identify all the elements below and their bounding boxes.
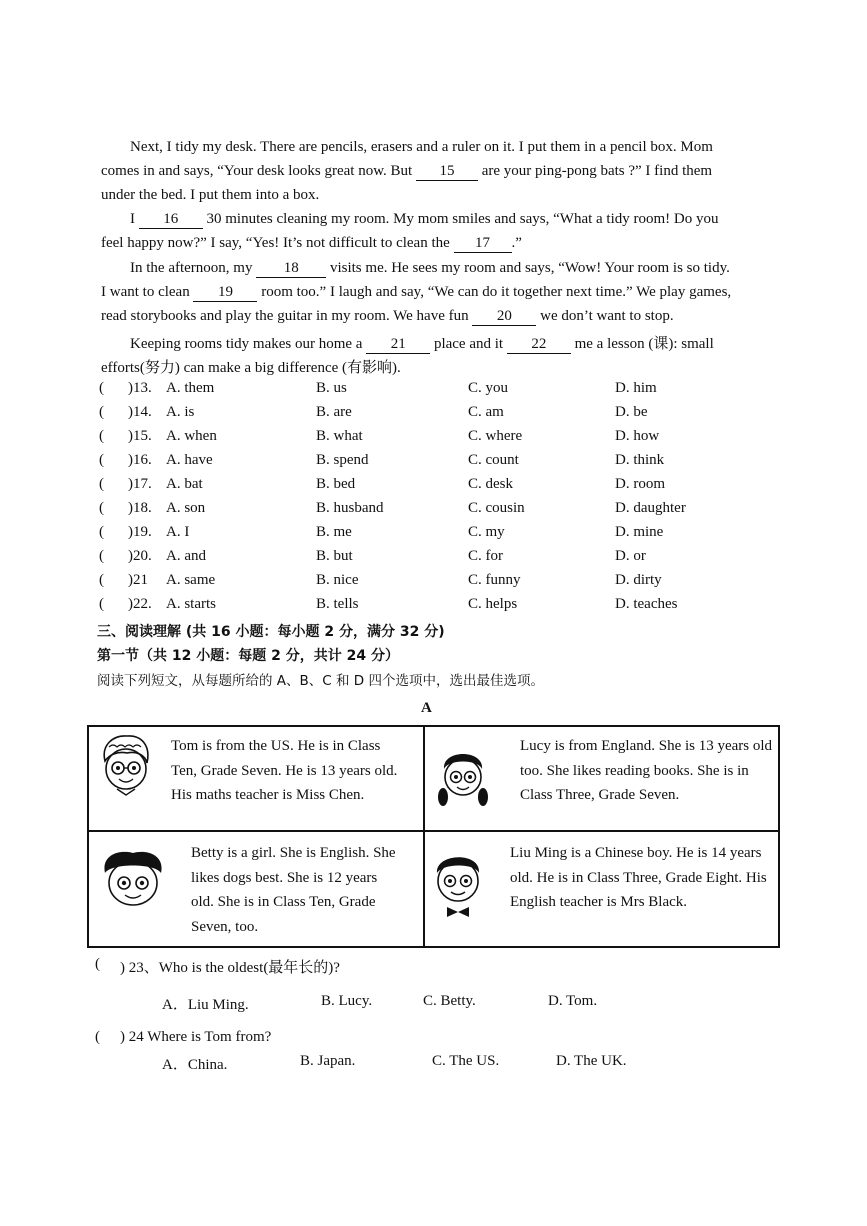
question-number: )16.	[128, 452, 152, 468]
answer-paren[interactable]: (	[99, 548, 104, 564]
profile-line: English teacher is Mrs Black.	[510, 894, 688, 910]
question-number: )20.	[128, 548, 152, 564]
option-c[interactable]: C. am	[468, 404, 504, 420]
option-d[interactable]: D. or	[615, 548, 646, 564]
option-b[interactable]: B. spend	[316, 452, 369, 468]
blank-15[interactable]: 15	[416, 164, 478, 181]
passage-text: place and it	[433, 336, 504, 352]
girl-bun-hair-icon	[99, 847, 167, 915]
option-b[interactable]: B. but	[316, 548, 353, 564]
profile-lucy	[520, 734, 772, 808]
passage-text: me a lesson (课): small	[574, 336, 714, 352]
option-a[interactable]: A. I	[166, 524, 190, 540]
option-d[interactable]: D. him	[615, 380, 657, 396]
profile-line: Tom is from the US. He is in Class	[171, 738, 381, 754]
passage-line: under the bed. I put them into a box.	[101, 187, 320, 203]
question-number: )14.	[128, 404, 152, 420]
passage-line	[101, 308, 674, 326]
answer-paren[interactable]: (	[99, 500, 104, 516]
answer-paren[interactable]: (	[99, 596, 104, 612]
passage-text: comes in and says, “Your desk looks great now. But	[101, 163, 413, 179]
option-c[interactable]: C. desk	[468, 476, 513, 492]
boy-bowtie-icon	[429, 845, 487, 921]
answer-paren[interactable]: (	[99, 524, 104, 540]
passage-line	[101, 235, 522, 253]
profile-line: His maths teacher is Miss Chen.	[171, 787, 365, 803]
question-number: )19.	[128, 524, 152, 540]
option-c[interactable]: C. my	[468, 524, 505, 540]
option-a[interactable]: A. son	[166, 500, 206, 516]
option-d[interactable]: D. room	[615, 476, 665, 492]
profile-line: Liu Ming is a Chinese boy. He is 14 years	[510, 845, 762, 861]
profile-tom	[171, 734, 397, 808]
boy-curly-hair-icon	[97, 733, 155, 803]
profile-liu-ming	[510, 841, 767, 915]
option-b[interactable]: B. Lucy.	[321, 993, 373, 1009]
passage-text: I	[130, 211, 135, 227]
option-d[interactable]: D. daughter	[615, 500, 686, 516]
option-c[interactable]: C. The US.	[432, 1053, 500, 1069]
passage-text: visits me. He sees my room and says, “Wow! Your room is so tidy.	[329, 260, 730, 276]
option-c[interactable]: C. Betty.	[423, 993, 476, 1009]
profile-line: Lucy is from England. She is 13 years old	[520, 738, 773, 754]
blank-21[interactable]: 21	[366, 337, 430, 354]
blank-22[interactable]: 22	[507, 337, 571, 354]
option-b[interactable]: B. nice	[316, 572, 359, 588]
answer-paren[interactable]: (	[99, 452, 104, 468]
option-a[interactable]: A. and	[166, 548, 206, 564]
question-text: ) 23、Who is the oldest(最年长的)?	[120, 960, 340, 976]
answer-paren[interactable]: (	[95, 1029, 100, 1045]
option-b[interactable]: B. are	[316, 404, 352, 420]
question-number: )22.	[128, 596, 152, 612]
answer-paren[interactable]: (	[99, 380, 104, 396]
passage-line	[130, 260, 730, 278]
profile-line: Class Three, Grade Seven.	[520, 787, 680, 803]
section-heading: 三、阅读理解 (共 16 小题：每小题 2 分，满分 32 分)	[97, 624, 445, 640]
option-a[interactable]: A．Liu Ming.	[162, 997, 249, 1013]
option-d[interactable]: D. think	[615, 452, 665, 468]
instructions: 阅读下列短文，从每题所给的 A、B、C 和 D 四个选项中，选出最佳选项。	[97, 673, 544, 689]
option-c[interactable]: C. for	[468, 548, 503, 564]
profile-betty	[191, 841, 396, 939]
question-number: )13.	[128, 380, 152, 396]
subsection-heading: 第一节（共 12 小题：每题 2 分，共计 24 分）	[97, 648, 399, 664]
question-number: )18.	[128, 500, 152, 516]
option-b[interactable]: B. me	[316, 524, 352, 540]
option-a[interactable]: A. bat	[166, 476, 203, 492]
passage-text: .”	[511, 235, 522, 251]
profile-line: Ten, Grade Seven. He is 13 years old.	[171, 762, 398, 779]
option-a[interactable]: A. starts	[166, 596, 216, 612]
passage-text: we don’t want to stop.	[540, 308, 674, 324]
blank-19[interactable]: 19	[193, 285, 257, 302]
answer-paren[interactable]: (	[99, 404, 104, 420]
option-d[interactable]: D. teaches	[615, 596, 678, 612]
answer-paren[interactable]: (	[99, 476, 104, 492]
option-b[interactable]: B. Japan.	[300, 1053, 356, 1069]
option-b[interactable]: B. what	[316, 428, 363, 444]
option-d[interactable]: D. how	[615, 428, 660, 444]
option-d[interactable]: D. Tom.	[548, 993, 598, 1009]
blank-20[interactable]: 20	[472, 309, 536, 326]
passage-line	[130, 332, 714, 354]
option-b[interactable]: B. us	[316, 380, 347, 396]
profile-line: too. She likes reading books. She is in	[520, 762, 749, 779]
option-a[interactable]: A. when	[166, 428, 217, 444]
passage-text: feel happy now?” I say, “Yes! It’s not difficult to clean the	[101, 235, 450, 251]
answer-paren[interactable]: (	[95, 956, 100, 972]
question-number: )17.	[128, 476, 152, 492]
option-a[interactable]: A. have	[166, 452, 213, 468]
passage-text: Keeping rooms tidy makes our home a	[130, 336, 363, 352]
option-d[interactable]: D. dirty	[615, 572, 662, 588]
option-a[interactable]: A. them	[166, 380, 215, 396]
option-c[interactable]: C. count	[468, 452, 519, 468]
grid-divider	[423, 727, 425, 946]
option-c[interactable]: C. where	[468, 428, 523, 444]
passage-text: read storybooks and play the guitar in my room. We have fun	[101, 308, 469, 324]
profile-grid	[87, 725, 780, 948]
profile-line: old. She is in Class Ten, Grade	[191, 894, 376, 910]
passage-line: Next, I tidy my desk. There are pencils, erasers and a ruler on it. I put them in a pencil box. Mom	[130, 139, 713, 155]
option-d[interactable]: D. The UK.	[556, 1053, 627, 1069]
option-d[interactable]: D. be	[615, 404, 648, 420]
blank-16[interactable]: 16	[139, 212, 203, 229]
option-b[interactable]: B. bed	[316, 476, 356, 492]
option-c[interactable]: C. helps	[468, 596, 518, 612]
option-a[interactable]: A. same	[166, 572, 216, 588]
option-a[interactable]: A. is	[166, 404, 195, 420]
passage-text: I want to clean	[101, 284, 190, 300]
option-d[interactable]: D. mine	[615, 524, 664, 540]
grid-divider	[89, 830, 778, 832]
passage-letter: A	[421, 700, 432, 716]
passage-text: room too.” I laugh and say, “We can do it together next time.” We play games,	[261, 284, 732, 300]
passage-line	[101, 284, 731, 302]
passage-text: 30 minutes cleaning my room. My mom smiles and says, “What a tidy room! Do you	[206, 211, 719, 227]
profile-line: likes dogs best. She is 12 years	[191, 869, 378, 886]
passage-text: In the afternoon, my	[130, 260, 253, 276]
passage-line: efforts(努力) can make a big difference (有影响).	[101, 360, 401, 376]
option-a[interactable]: A．China.	[162, 1057, 228, 1073]
question-text: ) 24 Where is Tom from?	[120, 1029, 272, 1045]
profile-line: old. He is in Class Three, Grade Eight. His	[510, 869, 767, 886]
profile-line: Seven, too.	[191, 918, 259, 935]
option-c[interactable]: C. cousin	[468, 500, 525, 516]
blank-17[interactable]: 17	[454, 236, 512, 253]
profile-line: Betty is a girl. She is English. She	[191, 845, 396, 861]
option-c[interactable]: C. funny	[468, 572, 521, 588]
question-number: )21	[128, 572, 148, 588]
option-c[interactable]: C. you	[468, 380, 509, 396]
answer-paren[interactable]: (	[99, 572, 104, 588]
blank-18[interactable]: 18	[256, 261, 326, 278]
girl-pigtails-icon	[434, 739, 492, 813]
option-b[interactable]: B. husband	[316, 500, 384, 516]
passage-text: are your ping-pong bats ?” I find them	[481, 163, 713, 179]
passage-line	[130, 211, 719, 229]
passage-line	[101, 163, 712, 181]
answer-paren[interactable]: (	[99, 428, 104, 444]
option-b[interactable]: B. tells	[316, 596, 359, 612]
question-number: )15.	[128, 428, 152, 444]
